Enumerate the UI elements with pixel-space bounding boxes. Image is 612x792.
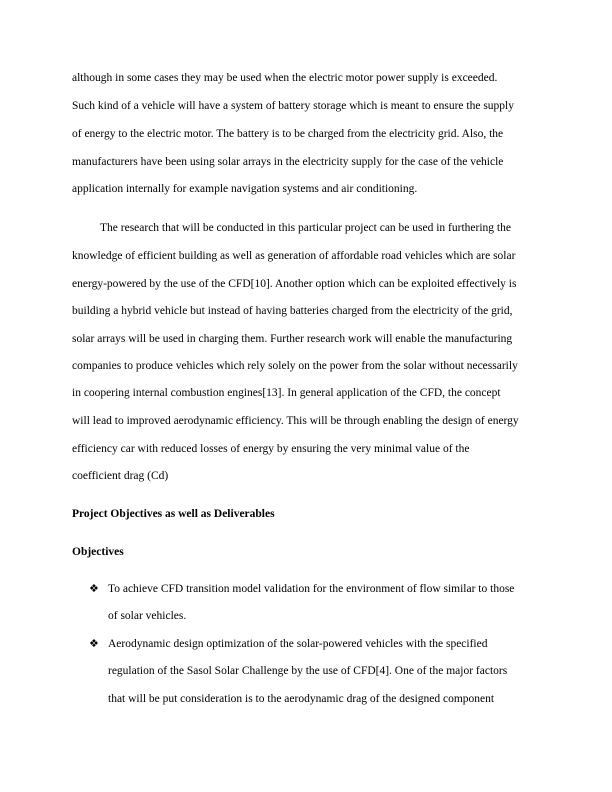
paragraph-line: building a hybrid vehicle but instead of having batteries charged from the electricity of the grid, [72,305,513,317]
paragraph-line: manufacturers have been using solar arrays in the electricity supply for the case of the vehicle [72,156,504,168]
list-item-line: of solar vehicles. [108,610,187,622]
list-item-line: regulation of the Sasol Solar Challenge by the use of CFD[4]. One of the major factors [108,665,508,677]
paragraph-line: application internally for example navigation systems and air conditioning. [72,183,418,195]
paragraph-line: efficiency car with reduced losses of energy by ensuring the very minimal value of the [72,443,470,455]
paragraph-line: solar arrays will be used in charging them. Further research work will enable the manufacturing [72,333,513,345]
section-heading-project-objectives: Project Objectives as well as Deliverables [72,508,275,520]
list-item-line: that will be put consideration is to the aerodynamic drag of the designed component [108,693,495,705]
diamond-bullet-icon: ❖ [89,637,99,650]
section-heading-objectives: Objectives [72,546,124,558]
paragraph-line: energy-powered by the use of the CFD[10]. Another option which can be exploited effectively is [72,278,517,290]
diamond-bullet-icon: ❖ [89,582,99,595]
paragraph-line: although in some cases they may be used when the electric motor power supply is exceeded. [72,72,498,84]
paragraph-line: will lead to improved aerodynamic efficiency. This will be through enabling the design of energy [72,415,519,427]
list-item-line: Aerodynamic design optimization of the solar-powered vehicles with the specified [108,638,488,650]
paragraph-line: The research that will be conducted in this particular project can be used in furthering the [100,222,511,234]
paragraph-line: of energy to the electric motor. The battery is to be charged from the electricity grid. Also, the [72,128,504,140]
list-item-line: To achieve CFD transition model validation for the environment of flow similar to those [108,583,515,595]
paragraph-line: Such kind of a vehicle will have a system of battery storage which is meant to ensure the supply [72,100,514,112]
paragraph-line: coefficient drag (Cd) [72,470,169,482]
paragraph-line: in coopering internal combustion engines[13]. In general application of the CFD, the concept [72,387,501,399]
paragraph-line: knowledge of efficient building as well as generation of affordable road vehicles which are solar [72,250,516,262]
paragraph-line: companies to produce vehicles which rely solely on the power from the solar without necessarily [72,360,518,372]
